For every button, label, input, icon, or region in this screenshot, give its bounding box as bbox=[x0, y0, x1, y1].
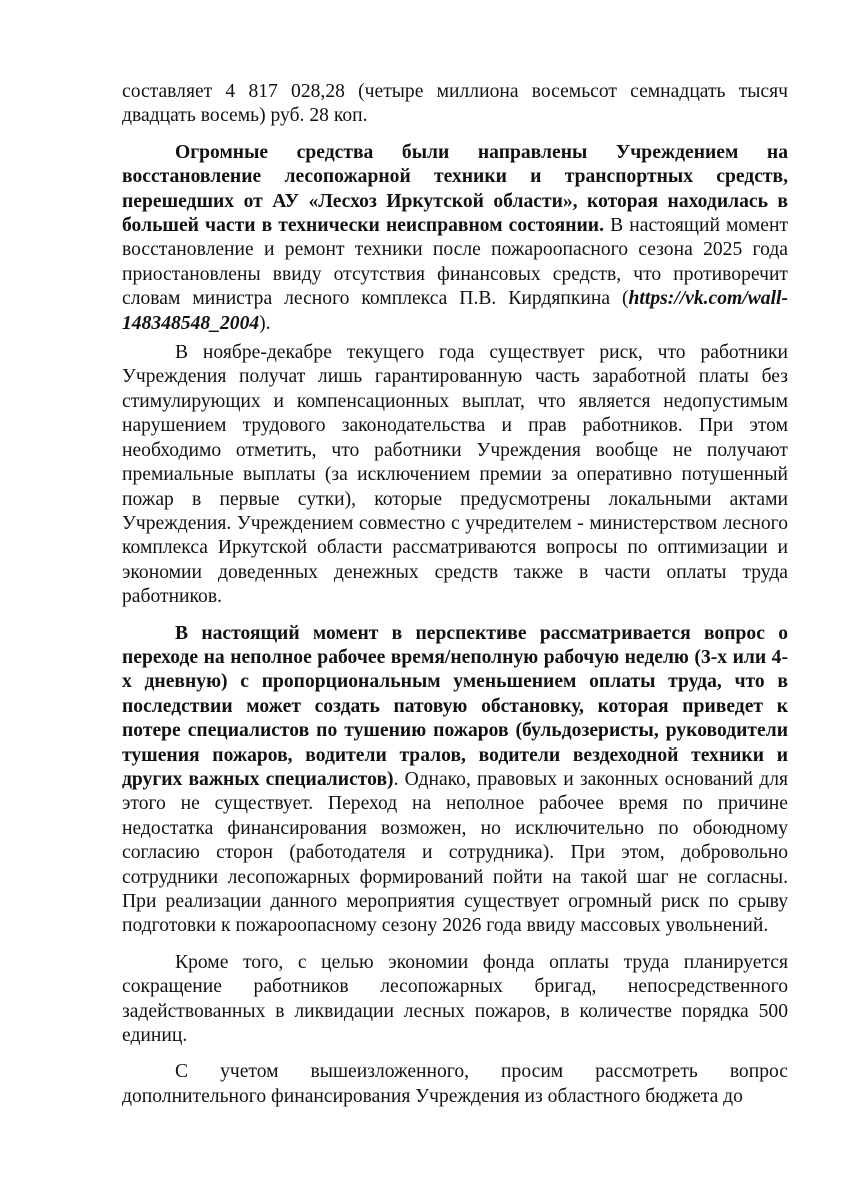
paragraph-staff-reduction bbox=[122, 951, 788, 1049]
paragraph-equipment-bold: Огромные средства были направлены Учреждением на восстановление лесопожарной техники и транспортных средств, перешедших от АУ «Лесхоз Иркутской области», которая находилась в большей части в технически неисправном состоянии. bbox=[122, 141, 788, 237]
paragraph-request bbox=[122, 1060, 788, 1109]
paragraph-amount-text: составляет 4 817 028,28 (четыре миллиона восемьсот семнадцать тысяч двадцать восемь) руб. 28 коп. bbox=[122, 81, 788, 127]
paragraph-staff-reduction-text: Кроме того, с целью экономии фонда оплаты труда планируется сокращение работников лесопожарных бригад, непосредственного задействованных в ликвидации лесных пожаров, в количестве порядка 500 единиц. bbox=[122, 951, 788, 1047]
paragraph-equipment-end: ). bbox=[259, 312, 271, 334]
paragraph-request-text: С учетом вышеизложенного, просим рассмотреть вопрос дополнительного финансирования Учреждения из областного бюджета до bbox=[122, 1061, 788, 1107]
paragraph-amount bbox=[122, 80, 788, 129]
paragraph-part-time-bold: В настоящий момент в перспективе рассматривается вопрос о переходе на неполное рабочее время/неполную рабочую неделю (3-х или 4-х дневную) с пропорциональным уменьшением оплаты труда, что в последствии может создать патовую обстановку, которая приведет к потере специалистов по тушению пожаров (бульдозеристы, руководители тушения пожаров, водители тралов, водители вездеходной техники и других важных специалистов) bbox=[122, 622, 788, 790]
paragraph-part-time-text: . Однако, правовых и законных оснований для этого не существует. Переход на неполное рабочее время по причине недостатка финансирования возможен, но исключительно по обоюдному согласию сторон (работодателя и сотрудника). При этом, добровольно сотрудники лесопожарных формирований пойти на такой шаг не согласны. При реализации данного мероприятия существует огромный риск по срыву подготовки к пожароопасному сезону 2026 года ввиду массовых увольнений. bbox=[122, 768, 788, 937]
paragraph-part-time bbox=[122, 622, 788, 939]
paragraph-equipment-text: В настоящий момент восстановление и ремонт техники после пожароопасного сезона 2025 года приостановлены ввиду отсутствия финансовых средств, что противоречит словам министра лесного комплекса П.В. Кирдяпкина ( bbox=[122, 215, 789, 310]
vk-link[interactable]: https://vk.com/wall-148348548_2004 bbox=[122, 288, 788, 334]
paragraph-salary-risk-text: В ноябре-декабре текущего года существует риск, что работники Учреждения получат лишь гарантированную часть заработной платы без стимулирующих и компенсационных выплат, что является недопустимым нарушением трудового законодательства и прав работников. При этом необходимо отметить, что работники Учреждения вообще не получают премиальные выплаты (за исключением премии за оперативно потушенный пожар в первые сутки), которые предусмотрены локальными актами Учреждения. Учреждением совместно с учредителем - министерством лесного комплекса Иркутской области рассматриваются вопросы по оптимизации и экономии доведенных денежных средств также в части оплаты труда работников. bbox=[122, 342, 788, 608]
document-body bbox=[122, 80, 788, 1109]
paragraph-equipment bbox=[122, 141, 788, 336]
paragraph-salary-risk bbox=[122, 341, 788, 609]
